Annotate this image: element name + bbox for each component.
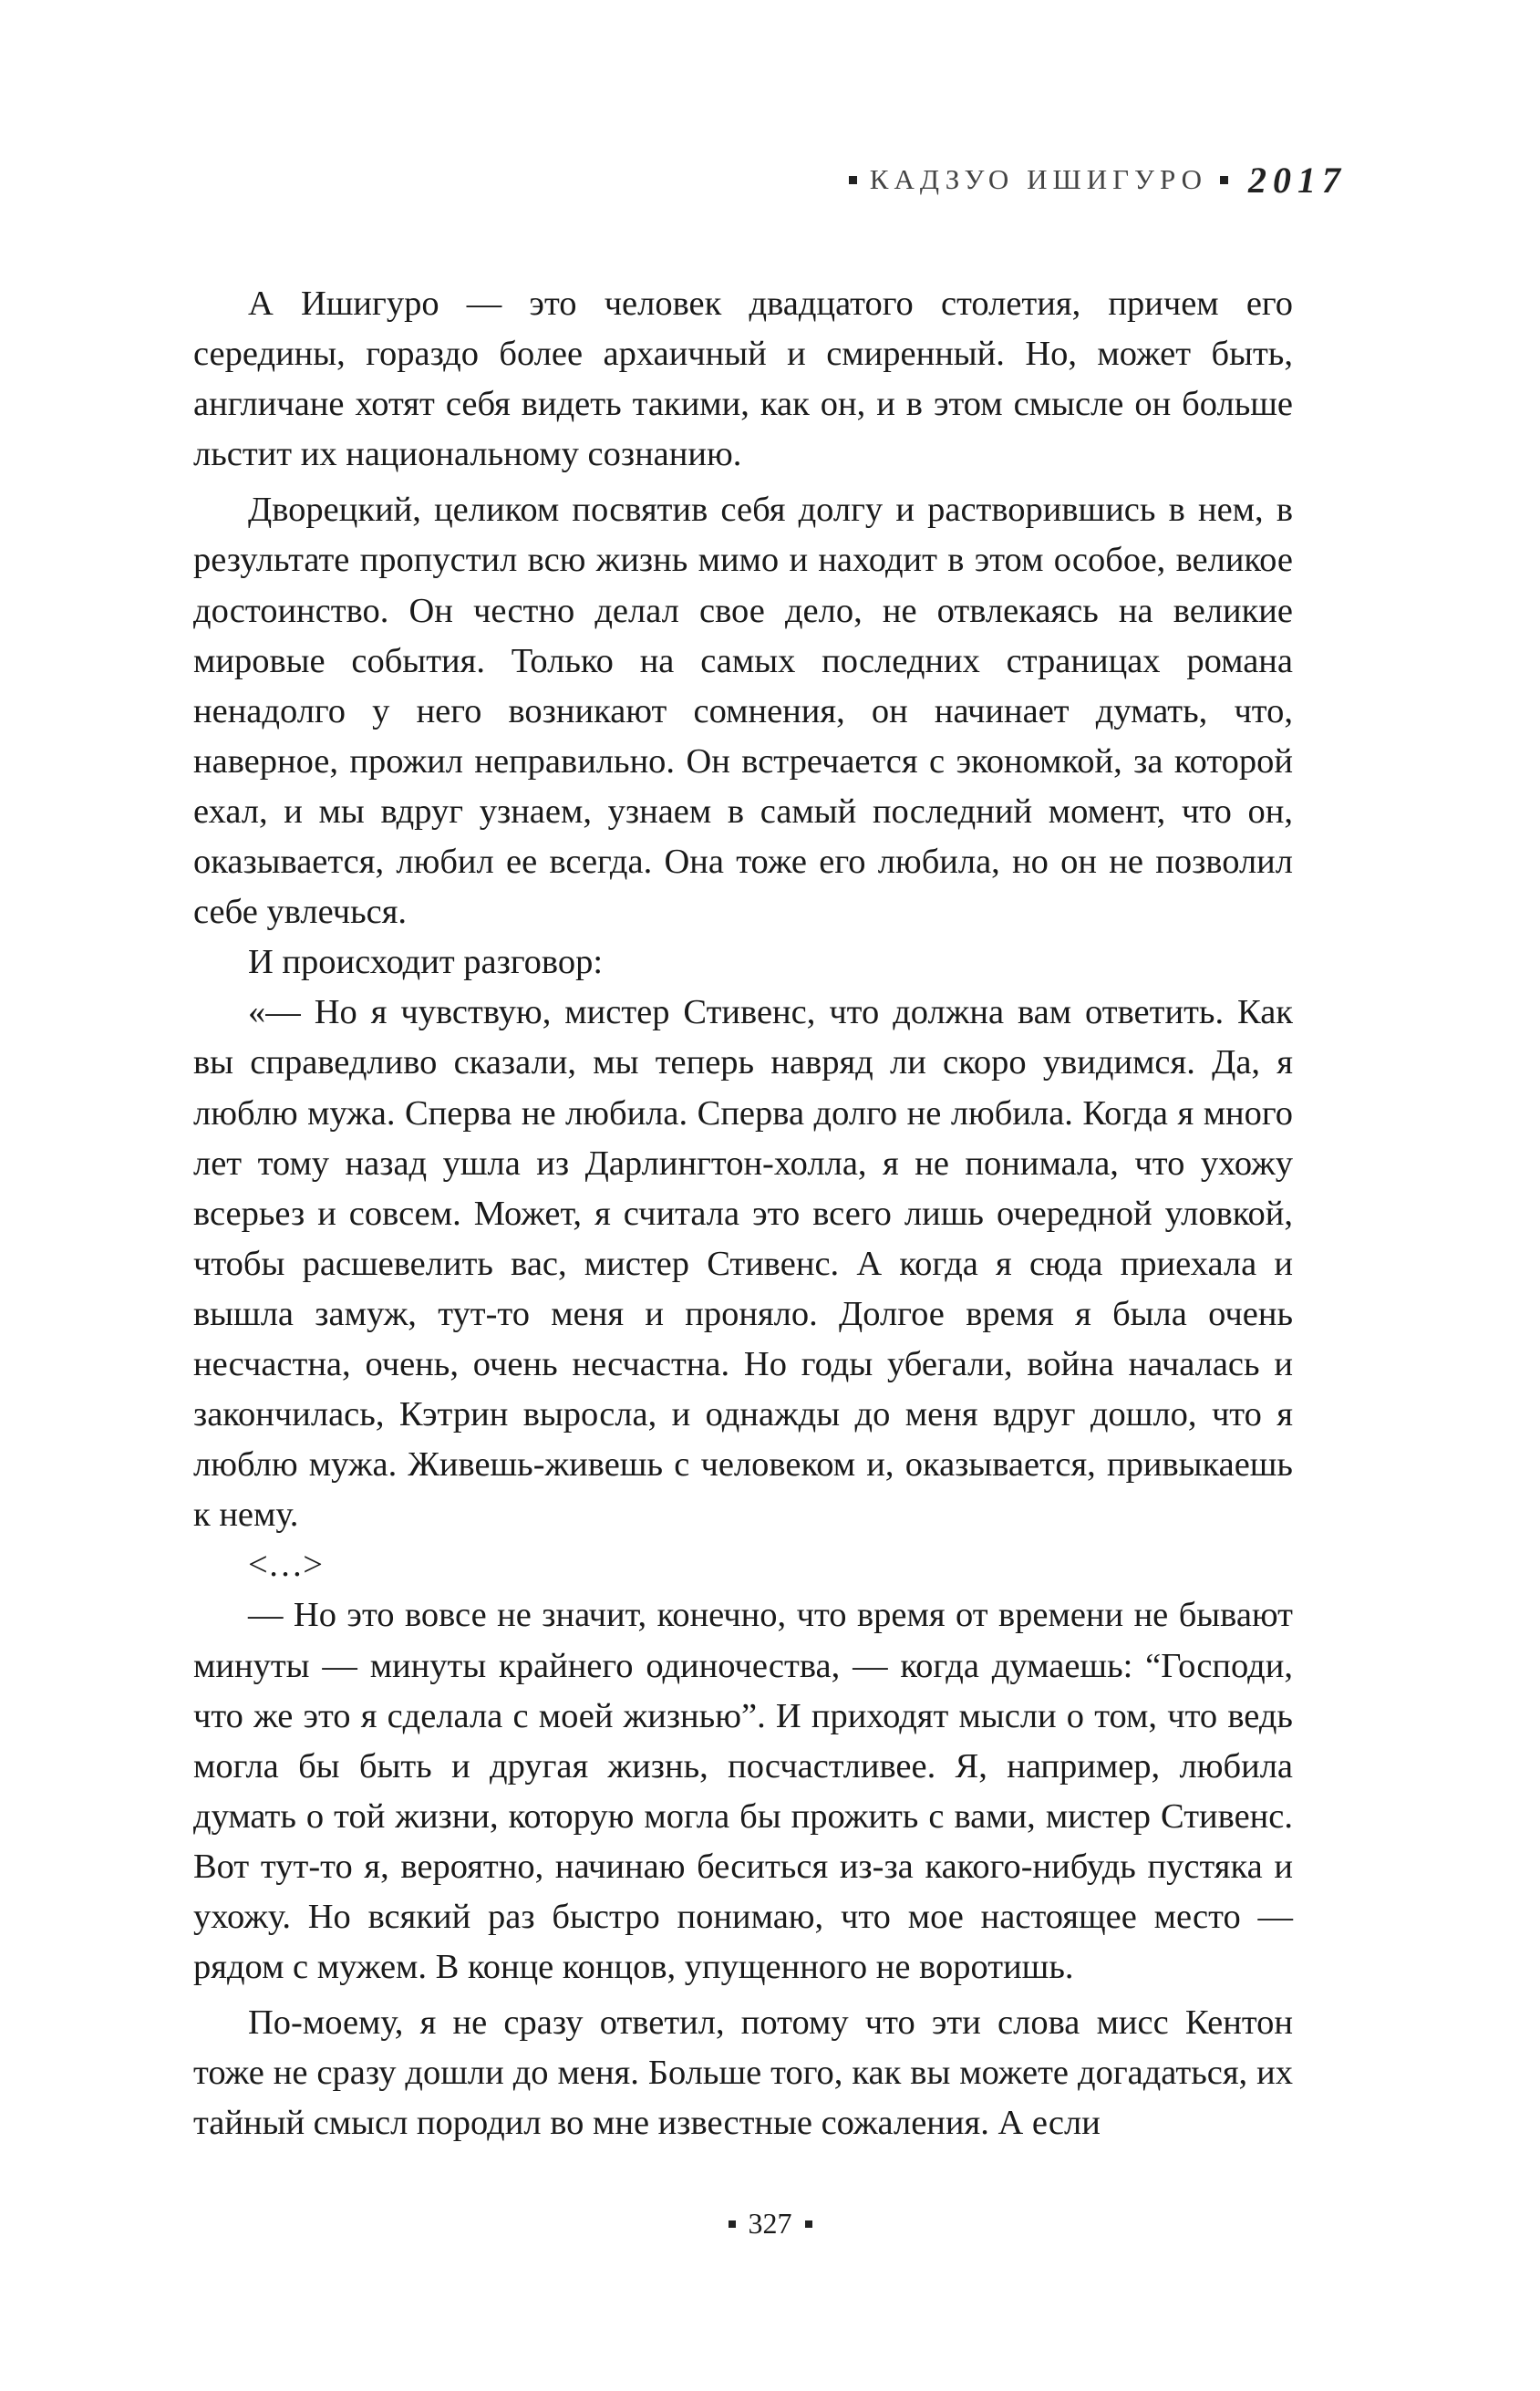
quote-paragraph: «— Но я чувствую, мистер Стивенс, что должна вам ответить. Как вы справедливо сказали, мы теперь навряд ли скоро увидимся. Да, я люблю мужа. Сперва не любила. Сперва долго не любила. Когда я много лет тому назад ушла из Дарлингтон-холла, я не понимала, что ухожу всерьез и совсем. Может, я считала это всего лишь очередной уловкой, чтобы расшевелить вас, мистер Стивенс. А когда я сюда приехала и вышла замуж, тут-то меня и проняло. Долгое время я была очень несчастна, очень, очень несчастна. Но годы убегали, война началась и закончилась, Кэтрин выросла, и однажды до меня вдруг дошло, что я люблю мужа. Живешь-живешь с человеком и, оказывается, привыкаешь к нему. — [193, 993, 1293, 1535]
page-footer — [0, 2207, 1540, 2241]
bullet-square-icon — [1220, 176, 1228, 184]
body-text — [193, 279, 1293, 2148]
running-head — [849, 157, 1347, 202]
paragraph: И происходит разговор: — [248, 943, 604, 982]
paragraph: Дворецкий, целиком посвятив себя долгу и растворившись в нем, в результате пропустил всю жизнь мимо и находит в этом особое, великое достоинство. Он честно делал свое дело, не отвлекаясь на великие мировые события. Только на самых последних страницах романа ненадолго у него возникают сомнения, он начинает думать, что, наверное, прожил неправильно. Он встречается с экономкой, за которой ехал, и мы вдруг узнаем, узнаем в самый последний момент, что он, оказывается, любил ее всегда. Она тоже его любила, но он не позволил себе увлечься. — [193, 491, 1293, 932]
page-number: 327 — [748, 2207, 792, 2240]
paragraph: А Ишигуро — это человек двадцатого столетия, причем его середины, гораздо более архаичный и смиренный. Но, может быть, англичане хотят себя видеть такими, как он, и в этом смысле он больше льстит их национальному сознанию. — [193, 285, 1293, 474]
paragraph: По-моему, я не сразу ответил, потому что эти слова мисс Кентон тоже не сразу дошли до меня. Больше того, как вы можете догадаться, их тайный смысл породил во мне известные сожаления. А если — [193, 2003, 1293, 2143]
ellipsis-marker: <…> — [248, 1546, 323, 1585]
bullet-square-icon — [849, 176, 857, 184]
bullet-square-icon — [805, 2220, 812, 2228]
running-head-year: 2017 — [1248, 159, 1347, 201]
quote-paragraph: — Но это вовсе не значит, конечно, что время от времени не бывают минуты — минуты крайнего одиночества, — когда думаешь: “Господи, что же это я сделала с моей жизнью”. И приходят мысли о том, что ведь могла бы быть и другая жизнь, посчастливее. Я, например, любила думать о той жизни, которую могла бы прожить с вами, мистер Стивенс. Вот тут-то я, вероятно, начинаю беситься из-за какого-нибудь пустяка и ухожу. Но всякий раз быстро понимаю, что мое настоящее место — рядом с мужем. В конце концов, упущенного не воротишь. — [193, 1596, 1293, 1987]
bullet-square-icon — [729, 2220, 736, 2228]
running-head-author: КАДЗУО ИШИГУРО — [869, 163, 1207, 195]
